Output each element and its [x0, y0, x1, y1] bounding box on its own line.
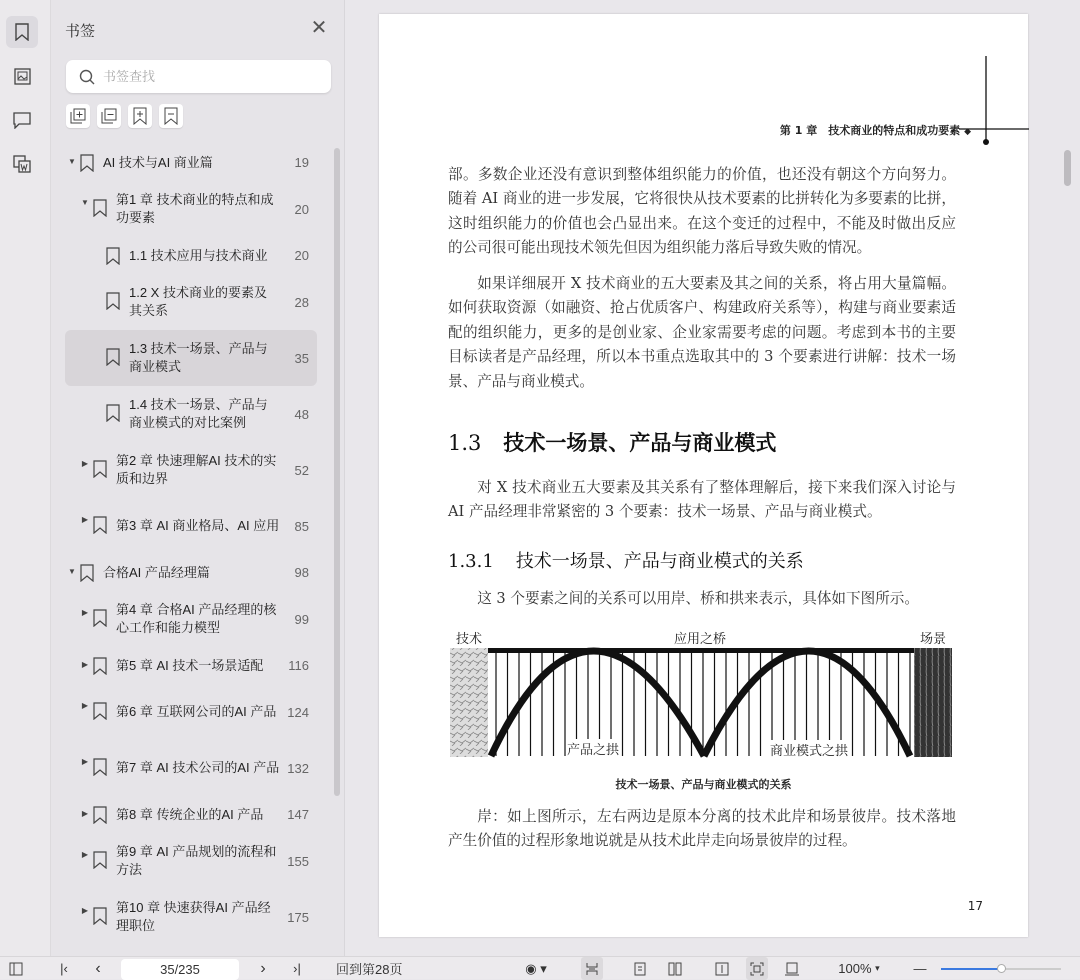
- document-scrollbar[interactable]: [1064, 150, 1071, 186]
- paragraph-3-text: 对 X 技术商业五大要素及其关系有了整体理解后，接下来我们深入讨论与 AI 产品经理非常紧密的 3 个要素：技术一场景、产品与商业模式。: [448, 479, 956, 521]
- caret-right-icon[interactable]: ▶: [81, 906, 89, 915]
- caret-right-icon[interactable]: ▶: [81, 459, 89, 468]
- single-page-icon: [634, 962, 646, 976]
- fit-height-icon: [585, 962, 599, 976]
- bookmark-item[interactable]: [65, 498, 317, 554]
- bookmark-item[interactable]: [65, 740, 317, 796]
- text-extract-icon: [13, 155, 31, 173]
- first-page-icon: |‹: [60, 961, 68, 976]
- bookmark-item[interactable]: [65, 442, 317, 498]
- collapse-all-icon: [100, 107, 118, 125]
- figure-label-technology: 技术: [456, 632, 483, 647]
- bookmark-icon: [93, 702, 107, 720]
- paragraph-4: [448, 587, 956, 611]
- bookmark-icon: [80, 154, 94, 172]
- zoom-select[interactable]: [834, 957, 884, 980]
- remove-bookmark-button[interactable]: [159, 104, 183, 128]
- bookmark-page: 155: [287, 853, 309, 869]
- prev-page-button[interactable]: [88, 957, 108, 980]
- document-page: [379, 14, 1028, 937]
- section-heading: [448, 427, 776, 457]
- comments-panel-button[interactable]: [6, 104, 38, 136]
- paragraph-5-text: 岸：如上图所示，左右两边是原本分离的技术此岸和场景彼岸。技术落地产生价值的过程形象地说就是从技术此岸走向场景彼岸的过程。: [448, 808, 956, 850]
- minus-icon: —: [913, 961, 927, 976]
- zoom-out-button[interactable]: [912, 957, 928, 980]
- thumbnail-panel-button[interactable]: [6, 60, 38, 92]
- paragraph-3: [448, 476, 956, 525]
- image-icon: [14, 68, 31, 85]
- caret-right-icon[interactable]: ▶: [81, 809, 89, 818]
- bookmark-label: 合格AI 产品经理篇: [103, 564, 210, 580]
- fit-width-button[interactable]: [782, 957, 802, 980]
- bookmark-item[interactable]: [65, 554, 317, 591]
- bookmark-label: 第3 章 AI 商业格局、AI 应用: [116, 518, 280, 533]
- bookmark-item[interactable]: [65, 237, 317, 274]
- bookmark-label: 1.4 技术一场景、产品与商业模式的对比案例: [129, 397, 268, 430]
- bookmark-item[interactable]: [65, 181, 317, 237]
- bookmark-label: 第2 章 快速理解AI 技术的实质和边界: [116, 453, 277, 486]
- caret-down-icon[interactable]: ▼: [68, 157, 76, 166]
- bookmark-search-input[interactable]: [103, 69, 303, 84]
- bookmark-page: 132: [287, 760, 309, 776]
- collapse-all-button[interactable]: [97, 104, 121, 128]
- back-to-page-button[interactable]: 回到第28页: [336, 962, 403, 977]
- bookmark-label: 第1 章 技术商业的特点和成功要素: [116, 192, 274, 225]
- bookmark-label: 1.3 技术一场景、产品与商业模式: [129, 341, 268, 374]
- bookmark-icon: [106, 247, 120, 265]
- bookmark-label: 第6 章 互联网公司的AI 产品: [116, 704, 277, 719]
- caret-down-icon[interactable]: ▼: [68, 567, 76, 576]
- eye-icon: ◉ ▾: [525, 960, 547, 976]
- figure-caption: 技术一场景、产品与商业模式的关系: [615, 778, 792, 791]
- zoom-value: 100%: [838, 961, 872, 976]
- bookmark-item[interactable]: [65, 796, 317, 833]
- bridge-deck: [488, 648, 914, 653]
- zoom-slider[interactable]: [941, 968, 1061, 970]
- chevron-left-icon: ‹: [95, 959, 101, 977]
- caret-right-icon[interactable]: ▶: [81, 515, 89, 524]
- left-icon-rail: [0, 0, 51, 956]
- bookmark-page: 20: [294, 248, 309, 263]
- bookmark-label: AI 技术与AI 商业篇: [103, 154, 213, 170]
- bookmark-item[interactable]: [65, 647, 317, 684]
- subsection-number: 1.3.1: [448, 551, 494, 572]
- text-panel-button[interactable]: [6, 148, 38, 180]
- bookmark-search[interactable]: [66, 60, 331, 93]
- bridge-figure: [450, 626, 954, 761]
- close-icon[interactable]: ✕: [310, 17, 328, 39]
- bookmark-page: 48: [294, 406, 309, 422]
- bookmark-page: 19: [294, 155, 309, 170]
- caret-right-icon[interactable]: ▶: [81, 850, 89, 859]
- bookmark-label: 第10 章 快速获得AI 产品经理职位: [116, 900, 271, 933]
- bookmark-item[interactable]: [65, 684, 317, 740]
- comment-icon: [13, 112, 31, 129]
- fit-width-icon: [785, 962, 799, 976]
- bookmark-icon: [93, 657, 107, 675]
- bookmark-page: 85: [294, 518, 309, 534]
- bookmark-page: 99: [294, 611, 309, 627]
- book-icon: [715, 962, 729, 976]
- panel-title: 书签: [65, 23, 96, 40]
- technology-bank: [450, 648, 488, 757]
- search-icon: [79, 69, 95, 85]
- bookmark-item[interactable]: [65, 591, 317, 647]
- bookmark-page: 175: [287, 909, 309, 925]
- bookmark-item[interactable]: [65, 330, 317, 386]
- bookmark-item[interactable]: [65, 889, 317, 945]
- caret-right-icon[interactable]: ▶: [81, 660, 89, 669]
- paragraph-2: [448, 272, 956, 394]
- chevron-down-icon: ▾: [875, 963, 880, 973]
- double-page-button[interactable]: [665, 957, 685, 980]
- sidebar-icon: [9, 962, 23, 976]
- bookmark-panel: [51, 0, 345, 956]
- double-page-icon: [668, 962, 682, 976]
- bookmark-page: 124: [287, 704, 309, 720]
- page-number-input[interactable]: [121, 959, 239, 980]
- bookmark-icon: [93, 907, 107, 925]
- bookmark-label: 1.2 X 技术商业的要素及其关系: [129, 285, 267, 318]
- add-bookmark-button[interactable]: [128, 104, 152, 128]
- caret-right-icon[interactable]: ▶: [81, 701, 89, 710]
- subsection-title: 技术一场景、产品与商业模式的关系: [515, 551, 804, 572]
- bookmark-icon: [80, 564, 94, 582]
- bookmark-label: 第8 章 传统企业的AI 产品: [116, 806, 264, 822]
- paragraph-5: [448, 805, 956, 854]
- next-page-button[interactable]: [253, 957, 273, 980]
- page-number: 17: [967, 899, 983, 913]
- figure-label-product-arch: 产品之拱: [567, 739, 619, 758]
- bookmark-tools: [66, 104, 183, 128]
- section-title: 技术一场景、产品与商业模式: [503, 430, 777, 455]
- fit-page-icon: [750, 962, 764, 976]
- zoom-slider-handle[interactable]: [997, 964, 1006, 973]
- expand-all-icon: [69, 107, 87, 125]
- fit-height-button[interactable]: [581, 957, 603, 980]
- bookmark-page: 20: [294, 201, 309, 217]
- bookmark-label: 1.1 技术应用与技术商业: [129, 247, 268, 263]
- bookmark-tree: [65, 144, 317, 945]
- bookmark-icon: [106, 292, 120, 310]
- book-mode-button[interactable]: [712, 957, 732, 980]
- bookmark-label: 第7 章 AI 技术公司的AI 产品: [116, 760, 280, 775]
- paragraph-1: 部。多数企业还没有意识到整体组织能力的价值，也还没有朝这个方向努力。随着 AI 商业的进一步发展，它将很快从技术要素的比拼转化为多要素的比拼，这时组织能力的价值也会凸显出来。在这个变迁的过程中，不能及时做出反应的公司很可能出现技术领先但因为组织能力落后导致失败的情况。: [448, 166, 956, 257]
- bookmark-icon: [106, 348, 120, 366]
- running-header-text: 第 1 章 技术商业的特点和成功要素: [779, 124, 961, 137]
- bookmark-item[interactable]: [65, 833, 317, 889]
- running-header: 第 1 章 技术商业的特点和成功要素 ◆: [779, 124, 971, 137]
- figure-label-bridge: 应用之桥: [674, 632, 727, 647]
- toggle-sidebar-button[interactable]: [6, 957, 26, 980]
- bookmark-icon: [93, 516, 107, 534]
- bookmark-item[interactable]: [65, 386, 317, 442]
- scenario-bank: [914, 648, 952, 757]
- bookmark-remove-icon: [164, 107, 178, 125]
- bookmark-item[interactable]: [65, 144, 317, 181]
- bottom-toolbar: [0, 956, 1080, 979]
- bookmark-icon: [93, 460, 107, 478]
- last-page-icon: ›|: [293, 961, 301, 976]
- last-page-button[interactable]: [287, 957, 307, 980]
- single-page-button[interactable]: [630, 957, 650, 980]
- bookmark-label: 第4 章 合格AI 产品经理的核心工作和能力模型: [116, 602, 277, 635]
- view-mode-button[interactable]: [520, 957, 552, 980]
- bookmark-item[interactable]: [65, 274, 317, 330]
- figure-label-scenario: 场景: [920, 632, 947, 647]
- bookmark-icon: [93, 199, 107, 217]
- paragraph-2-text: 如果详细展开 X 技术商业的五大要素及其之间的关系，将占用大量篇幅。如何获取资源（如融资、抢占优质客户、构建政府关系等），构建与商业要素适配的组织能力，更多的是创业家、企业家需要考虑的问题。考虑到本书的主要目标读者是产品经理，所以本书重点选取其中的 3 个要素进行讲解：技术一场景、产品与商业模式。: [448, 275, 956, 390]
- subsection-heading: [448, 547, 804, 573]
- bookmark-icon: [14, 23, 30, 41]
- figure-label-business-arch: 商业模式之拱: [770, 740, 848, 759]
- caret-down-icon[interactable]: ▼: [81, 198, 89, 207]
- bookmark-label: 第9 章 AI 产品规划的流程和方法: [116, 844, 277, 877]
- bookmark-icon: [93, 851, 107, 869]
- bookmark-icon: [93, 758, 107, 776]
- paragraph-4-text: 这 3 个要素之间的关系可以用岸、桥和拱来表示，具体如下图所示。: [477, 590, 919, 607]
- bookmark-page: 116: [288, 658, 309, 673]
- bookmark-icon: [93, 609, 107, 627]
- chevron-right-icon: ›: [260, 959, 266, 977]
- caret-right-icon[interactable]: ▶: [81, 608, 89, 617]
- bookmark-add-icon: [133, 107, 147, 125]
- bookmark-page: 98: [294, 565, 309, 580]
- panel-scrollbar[interactable]: [334, 148, 340, 796]
- bookmark-page: 28: [294, 294, 309, 310]
- expand-all-button[interactable]: [66, 104, 90, 128]
- bookmark-label: 第5 章 AI 技术一场景适配: [116, 657, 264, 673]
- bookmark-icon: [106, 404, 120, 422]
- fit-page-button[interactable]: [746, 957, 768, 980]
- bookmark-icon: [93, 806, 107, 824]
- bookmark-page: 147: [287, 807, 309, 822]
- zoom-slider-fill: [941, 968, 1001, 970]
- caret-right-icon[interactable]: ▶: [81, 757, 89, 766]
- bookmark-panel-button[interactable]: [6, 16, 38, 48]
- first-page-button[interactable]: [54, 957, 74, 980]
- bookmark-page: 35: [294, 350, 309, 366]
- bookmark-page: 52: [294, 462, 309, 478]
- section-number: 1.3: [448, 431, 482, 455]
